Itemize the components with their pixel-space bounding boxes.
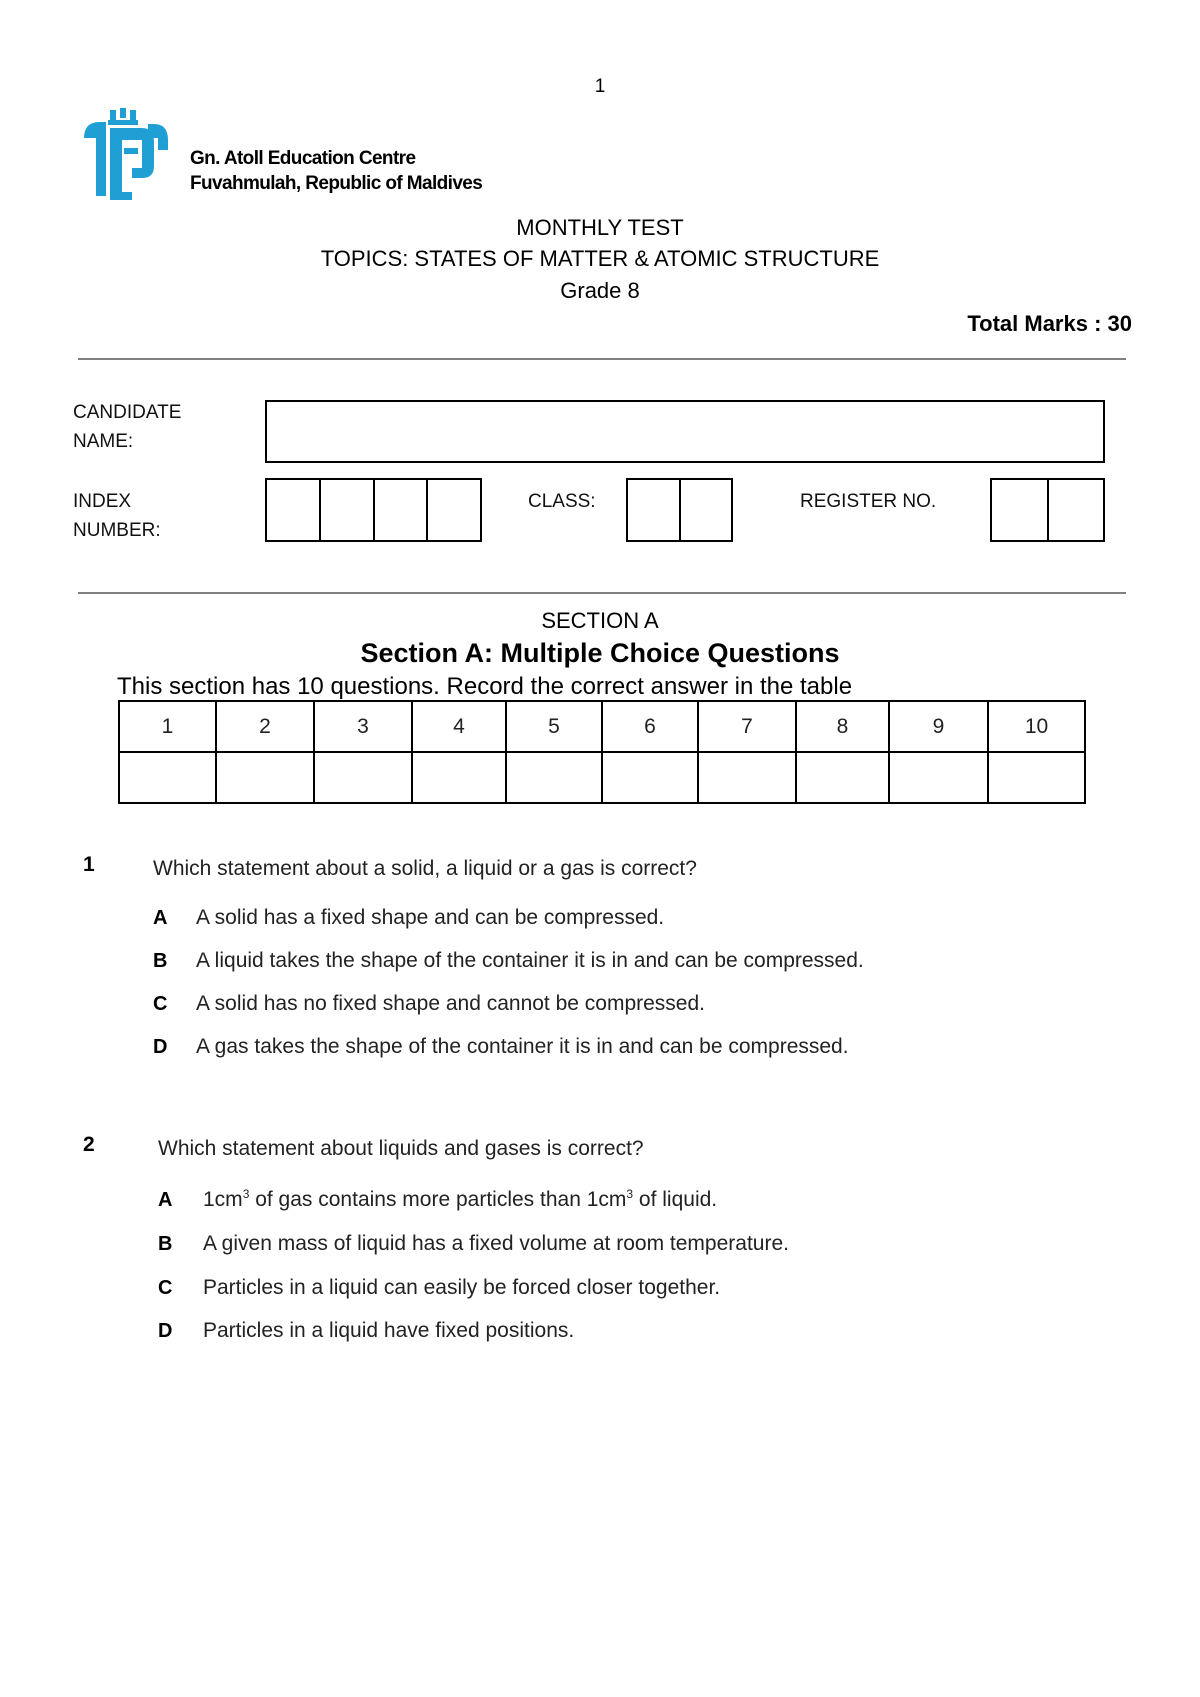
answer-number: 8	[796, 701, 889, 752]
q1-option-b-letter: B	[153, 950, 168, 972]
answer-cell[interactable]	[314, 752, 412, 803]
answer-number: 1	[119, 701, 216, 752]
index-label-line-2: NUMBER:	[73, 520, 161, 541]
register-no-field[interactable]	[990, 478, 1105, 542]
q2-option-a-part-2: of gas contains more particles than 1cm	[249, 1188, 627, 1211]
index-number-field[interactable]	[265, 478, 482, 542]
answer-cell[interactable]	[889, 752, 988, 803]
page-number: 1	[594, 76, 606, 97]
class-cell[interactable]	[681, 480, 732, 540]
section-heading: SECTION A	[541, 608, 659, 633]
q1-option-a-text: A solid has a fixed shape and can be compressed.	[196, 906, 665, 929]
candidate-label-line-1: CANDIDATE	[73, 402, 182, 423]
school-info	[190, 146, 482, 196]
answer-number: 7	[698, 701, 796, 752]
answer-header-row	[119, 701, 1085, 752]
section-note: This section has 10 questions. Record the correct answer in the table	[117, 673, 853, 700]
test-title: MONTHLY TEST	[516, 215, 684, 240]
test-grade: Grade 8	[560, 278, 640, 303]
answer-cell[interactable]	[412, 752, 506, 803]
q2-option-a-letter: A	[158, 1189, 173, 1211]
question-1-stem: Which statement about a solid, a liquid or a gas is correct?	[153, 857, 697, 880]
q2-option-c-letter: C	[158, 1277, 173, 1299]
answer-cell[interactable]	[988, 752, 1085, 803]
school-name: Gn. Atoll Education Centre	[190, 148, 416, 169]
q1-option-b-text: A liquid takes the shape of the container it is in and can be compressed.	[196, 949, 864, 972]
class-cell[interactable]	[628, 480, 681, 540]
answer-number: 5	[506, 701, 602, 752]
answer-number: 4	[412, 701, 506, 752]
q2-option-a-superscript-2: 3	[626, 1187, 634, 1201]
q2-option-a-part-1: 1cm	[203, 1188, 243, 1211]
q1-option-c-text: A solid has no fixed shape and cannot be compressed.	[196, 992, 706, 1015]
divider	[78, 358, 1126, 360]
answer-number: 6	[602, 701, 698, 752]
answer-cell[interactable]	[602, 752, 698, 803]
class-field[interactable]	[626, 478, 733, 542]
total-marks: Total Marks : 30	[967, 311, 1132, 336]
register-cell[interactable]	[992, 480, 1049, 540]
school-logo-icon	[80, 108, 172, 200]
index-digit-cell[interactable]	[375, 480, 429, 540]
section-title: Section A: Multiple Choice Questions	[360, 638, 840, 668]
q2-option-a-text	[203, 1188, 717, 1212]
q1-option-a-letter: A	[153, 907, 168, 929]
school-location: Fuvahmulah, Republic of Maldives	[190, 173, 483, 194]
question-2-number: 2	[83, 1133, 95, 1156]
candidate-name-label	[73, 398, 181, 456]
index-digit-cell[interactable]	[267, 480, 321, 540]
index-label-line-1: INDEX	[73, 491, 132, 512]
answer-number: 3	[314, 701, 412, 752]
register-no-label: REGISTER NO.	[800, 491, 937, 512]
answer-cell[interactable]	[796, 752, 889, 803]
answer-cell[interactable]	[119, 752, 216, 803]
candidate-name-field[interactable]	[265, 400, 1105, 463]
test-topics: TOPICS: STATES OF MATTER & ATOMIC STRUCTURE	[320, 246, 880, 271]
question-2-stem: Which statement about liquids and gases is correct?	[158, 1137, 644, 1160]
q1-option-d-letter: D	[153, 1036, 168, 1058]
q1-option-c-letter: C	[153, 993, 168, 1015]
q2-option-d-text: Particles in a liquid have fixed positions.	[203, 1319, 575, 1342]
answer-number: 9	[889, 701, 988, 752]
answer-cell[interactable]	[698, 752, 796, 803]
answer-cell[interactable]	[216, 752, 314, 803]
q2-option-b-letter: B	[158, 1233, 173, 1255]
class-label: CLASS:	[528, 491, 596, 512]
question-1-number: 1	[83, 853, 95, 876]
index-digit-cell[interactable]	[428, 480, 480, 540]
divider	[78, 592, 1126, 594]
q2-option-d-letter: D	[158, 1320, 173, 1342]
index-digit-cell[interactable]	[321, 480, 375, 540]
index-number-label	[73, 487, 161, 545]
q2-option-b-text: A given mass of liquid has a fixed volume at room temperature.	[203, 1232, 789, 1255]
answer-number: 10	[988, 701, 1085, 752]
q2-option-a-superscript-1: 3	[242, 1187, 250, 1201]
candidate-label-line-2: NAME:	[73, 431, 134, 452]
answer-number: 2	[216, 701, 314, 752]
register-cell[interactable]	[1049, 480, 1104, 540]
answer-cell[interactable]	[506, 752, 602, 803]
q2-option-c-text: Particles in a liquid can easily be forced closer together.	[203, 1276, 721, 1299]
q2-option-a-part-3: of liquid.	[633, 1188, 718, 1211]
q1-option-d-text: A gas takes the shape of the container it is in and can be compressed.	[196, 1035, 849, 1058]
answer-entry-row	[119, 752, 1085, 803]
answer-table	[118, 700, 1086, 804]
